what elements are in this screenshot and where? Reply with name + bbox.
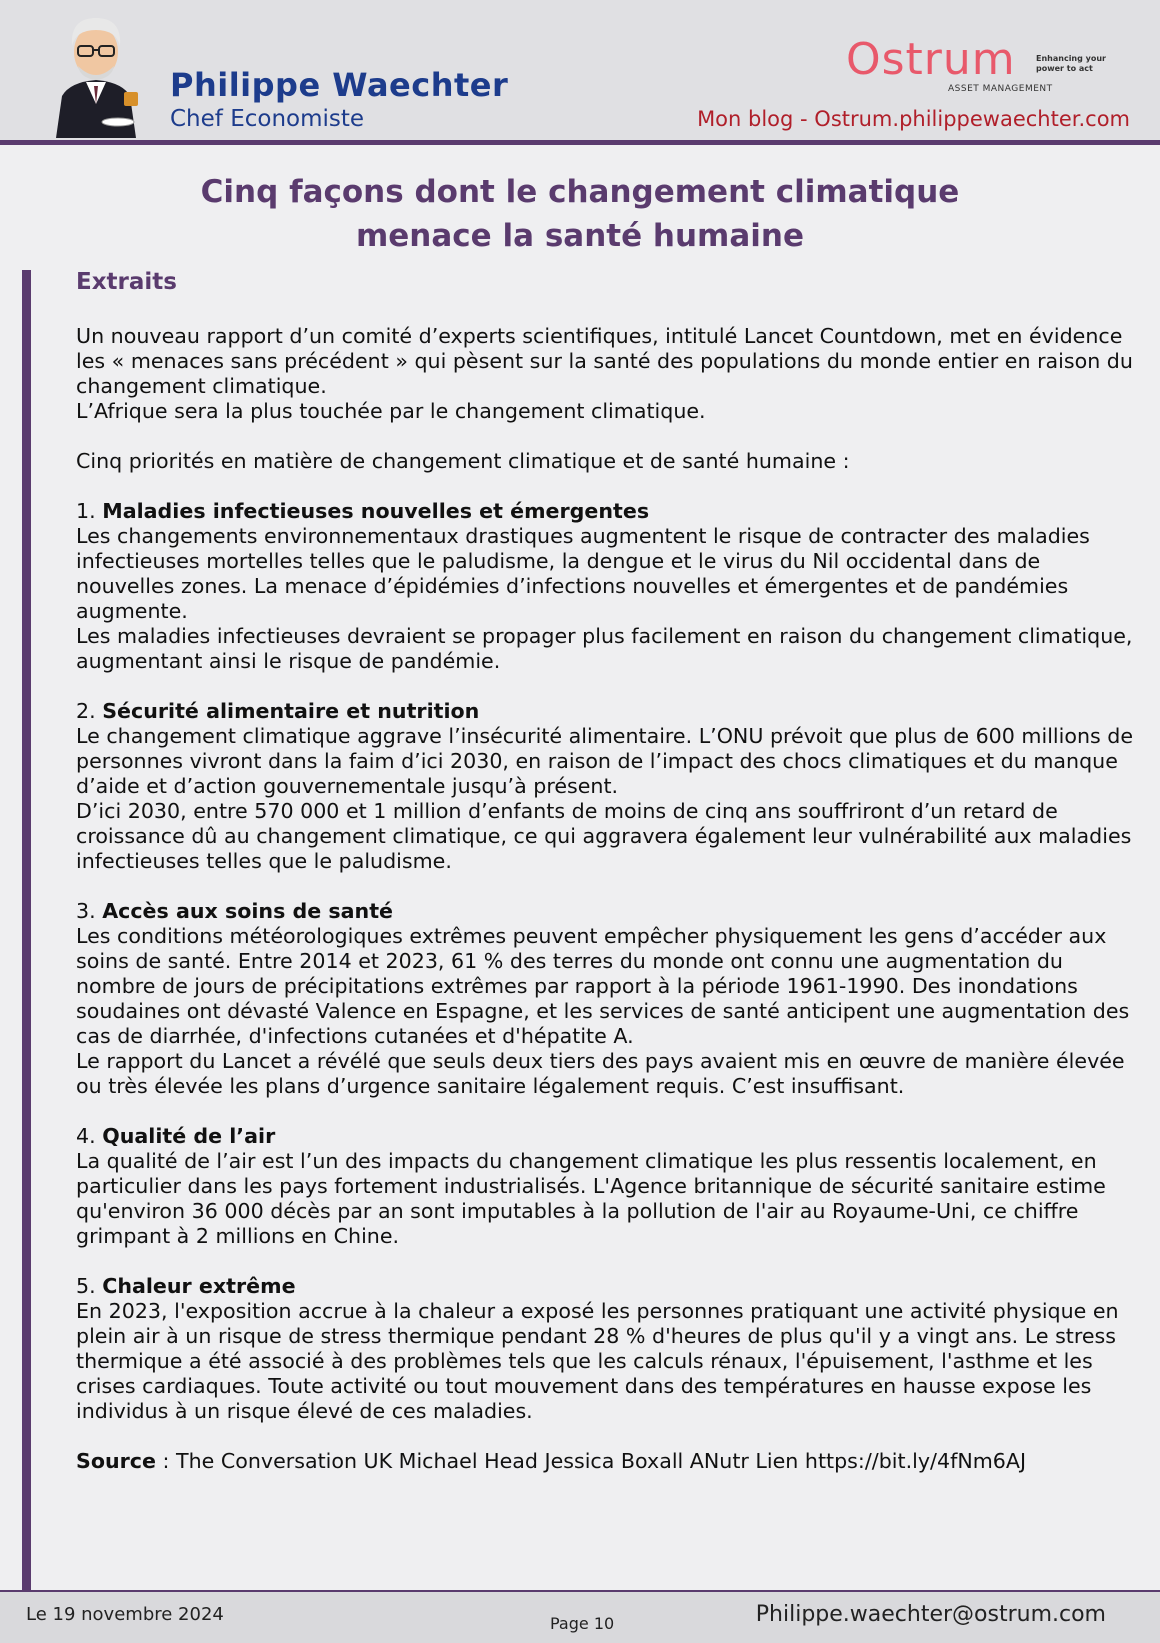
- author-name: Philippe Waechter: [170, 66, 509, 104]
- item-body: Les conditions météorologiques extrêmes peuvent empêcher physiquement les gens d’accéder aux soins de santé. Entre 2014 et 2023, 61 % des terres du monde ont connu une augmentation du nombre de jours de précipitations extrêmes par rapport à la période 1961-1990. Des inondations soudaines ont dévasté Valence en Espagne, et les services de santé anticipent une augmentation des cas de diarrhée, d'infections cutanées et d'hépatite A.: [76, 924, 1130, 1048]
- section-label: Extraits: [76, 269, 177, 295]
- item-body: Les maladies infectieuses devraient se propager plus facilement en raison du changement climatique, augmentant ainsi le risque de pandémie.: [76, 624, 1133, 673]
- page-footer: [0, 1590, 1160, 1643]
- title-line-1: Cinq façons dont le changement climatique: [200, 174, 960, 210]
- item-number: 5.: [76, 1274, 103, 1298]
- item-body: Le rapport du Lancet a révélé que seuls deux tiers des pays avaient mis en œuvre de manière élevée ou très élevée les plans d’urgence sanitaire légalement requis. C’est insuffisant.: [76, 1049, 1125, 1098]
- priorities-intro: Cinq priorités en matière de changement climatique et de santé humaine :: [76, 449, 850, 473]
- item-number: 2.: [76, 699, 103, 723]
- list-item: [76, 1274, 1136, 1424]
- list-item: [76, 499, 1136, 674]
- source-line: [76, 1449, 1136, 1474]
- item-body: En 2023, l'exposition accrue à la chaleur a exposé les personnes pratiquant une activité physique en plein air à un risque de stress thermique pendant 28 % d'heures de plus qu'il y a vingt ans. Le stress thermique a été associé à des problèmes tels que les calculs rénaux, l'épuisement, l'asthme et les crises cardiaques. Toute activité ou tout mouvement dans des températures en hausse expose les individus à un risque élevé de ces maladies.: [76, 1299, 1119, 1423]
- list-item: [76, 899, 1136, 1099]
- item-number: 4.: [76, 1124, 103, 1148]
- page-header: [0, 0, 1160, 140]
- intro-text: Un nouveau rapport d’un comité d’experts scientifiques, intitulé Lancet Countdown, met en évidence les « menaces sans précédent » qui pèsent sur la santé des populations du monde entier en raison du changement climatique.: [76, 324, 1133, 398]
- list-item: [76, 699, 1136, 874]
- item-heading: Accès aux soins de santé: [102, 899, 394, 923]
- blog-link[interactable]: Mon blog - Ostrum.philippewaechter.com: [697, 107, 1130, 131]
- logo-wordmark: Ostrum: [846, 34, 1016, 85]
- footer-email[interactable]: Philippe.waechter@ostrum.com: [755, 1602, 1106, 1627]
- logo-subtitle: ASSET MANAGEMENT: [948, 84, 1053, 94]
- intro-africa: L’Afrique sera la plus touchée par le changement climatique.: [76, 399, 706, 423]
- item-body: Le changement climatique aggrave l’insécurité alimentaire. L’ONU prévoit que plus de 600 millions de personnes vivront dans la faim d’ici 2030, en raison de l’impact des chocs climatiques et du manque d’aide et d’action gouvernementale jusqu’à présent.: [76, 724, 1134, 798]
- intro-paragraph: [76, 324, 1136, 424]
- title-line-2: menace la santé humaine: [355, 218, 804, 254]
- item-heading: Chaleur extrême: [102, 1274, 296, 1298]
- footer-date: Le 19 novembre 2024: [26, 1604, 224, 1625]
- item-heading: Maladies infectieuses nouvelles et émergentes: [102, 499, 650, 523]
- page-number: Page 10: [550, 1614, 615, 1633]
- item-body: La qualité de l’air est l’un des impacts du changement climatique les plus ressentis localement, en particulier dans les pays fortement industrialisés. L'Agence britannique de sécurité sanitaire estime qu'environ 36 000 décès par an sont imputables à la pollution de l'air au Royaume-Uni, ce chiffre grimpant à 2 millions en Chine.: [76, 1149, 1106, 1248]
- item-heading: Sécurité alimentaire et nutrition: [102, 699, 480, 723]
- author-caricature-icon: [48, 8, 144, 138]
- page-title: [100, 170, 1060, 258]
- article-body: [76, 324, 1136, 1499]
- item-body: D’ici 2030, entre 570 000 et 1 million d’enfants de moins de cinq ans souffriront d’un retard de croissance dû au changement climatique, ce qui aggravera également leur vulnérabilité aux maladies infectieuses telles que le paludisme.: [76, 799, 1132, 873]
- accent-bar: [22, 270, 31, 1590]
- ostrum-logo: [846, 36, 1106, 96]
- logo-tagline: Enhancing your power to act: [1036, 54, 1106, 73]
- source-text[interactable]: : The Conversation UK Michael Head Jessica Boxall ANutr Lien https://bit.ly/4fNm6AJ: [155, 1449, 1027, 1473]
- item-number: 1.: [76, 499, 103, 523]
- source-label: Source: [76, 1449, 156, 1473]
- item-body: Les changements environnementaux drastiques augmentent le risque de contracter des maladies infectieuses mortelles telles que le paludisme, la dengue et le virus du Nil occidental dans de nouvelles zones. La menace d’épidémies d’infections nouvelles et émergentes et de pandémies augmente.: [76, 524, 1090, 623]
- item-heading: Qualité de l’air: [102, 1124, 276, 1148]
- item-number: 3.: [76, 899, 103, 923]
- header-divider: [0, 140, 1160, 145]
- list-item: [76, 1124, 1136, 1249]
- author-role: Chef Economiste: [170, 106, 365, 132]
